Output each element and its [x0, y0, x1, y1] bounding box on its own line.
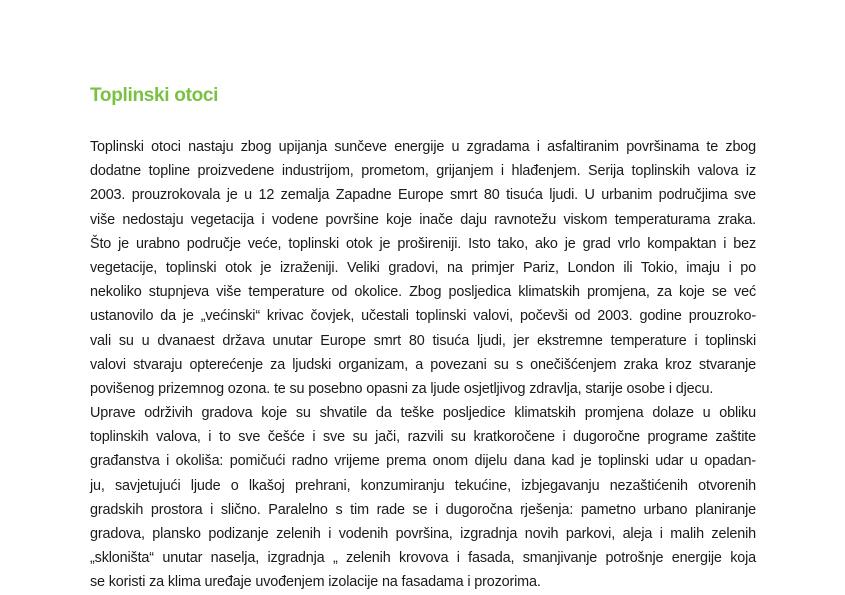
text-line: Uprave održivih gradova koje su shvatile da teške posljedice klimatskih promjena dolaze u obliku: [90, 405, 756, 422]
body-paragraph: [90, 135, 756, 595]
text-line: povišenog prizemnog ozona. te su posebno opasni za ljude osjetljivog zdravlja, starije osobe i djecu.: [90, 380, 714, 397]
text-line: Što je urabno područje veće, toplinski otok je prošireniji. Isto tako, ako je grad vrlo kompaktan i bez: [90, 235, 756, 252]
text-line: više nedostaju vegetacija i vodene površine koje inače daju ravnotežu viskom temperaturama zraka.: [90, 211, 756, 228]
text-line: gradova, plansko podizanje zelenih i vodenih površina, izgradnja novih parkovi, aleja i malih zelenih: [90, 526, 756, 542]
text-line: valovi stvaraju opterećenje za ljudski organizam, a povezani su s onečišćenjem zraka kroz stvaranje: [90, 356, 756, 373]
text-line: dodatne topline proizvedene industrijom, prometom, grijanjem i hlađenjem. Serija toplinskih valova iz: [90, 163, 756, 180]
text-line: vegetacije, toplinski otok je izraženiji. Veliki gradovi, na primjer Pariz, London ili Tokio, imaju i po: [90, 259, 756, 276]
text-line: gradskih prostora i slično. Paralelno s tim rade se i dugoročna rješenja: pametno urbano planiranje: [90, 501, 756, 518]
text-line: 2003. prouzrokovala je u 12 zemalja Zapadne Europe smrt 80 tisuća ljudi. U urbanim područjima sve: [90, 187, 756, 204]
text-line: toplinskih valova, i to sve češće i sve su jači, razvili su kratkoročene i dugoročne programe zaštite: [90, 429, 756, 446]
text-line: se koristi za klima uređaje uvođenjem izolacije na fasadama i prozorima.: [90, 574, 541, 591]
text-line: nekoliko stupnjeva više temperature od okolice. Zbog posljedica klimatskih promjena, za koje se već: [90, 284, 756, 301]
section-heading: Toplinski otoci: [90, 85, 219, 106]
text-line: vali su u dvanaest država unutar Europe smrt 80 tisuća ljudi, jer ekstremne temperature i toplinski: [90, 332, 756, 349]
text-line: Toplinski otoci nastaju zbog upijanja sunčeve energije u zgradama i asfaltiranim površinama te zbog: [90, 139, 756, 155]
text-line: „skloništa“ unutar naselja, izgradnja „ zelenih krovova i fasada, smanjivanje potrošnje energije koja: [90, 550, 756, 567]
text-line: građanstva i okoliša: pomičući radno vrijeme prema onom dijelu dana kad je toplinski udar u opadan-: [90, 453, 756, 470]
text-line: ustanovilo da je „većinski“ krivac čovjek, učestali toplinski valovi, počevši od 2003. godine prouzroko-: [90, 308, 756, 325]
text-line: ju, savjetujući ljude o lkašoj prehrani, konzumiranju tekućine, izbjegavanju nezaštićenih otvorenih: [90, 477, 756, 494]
